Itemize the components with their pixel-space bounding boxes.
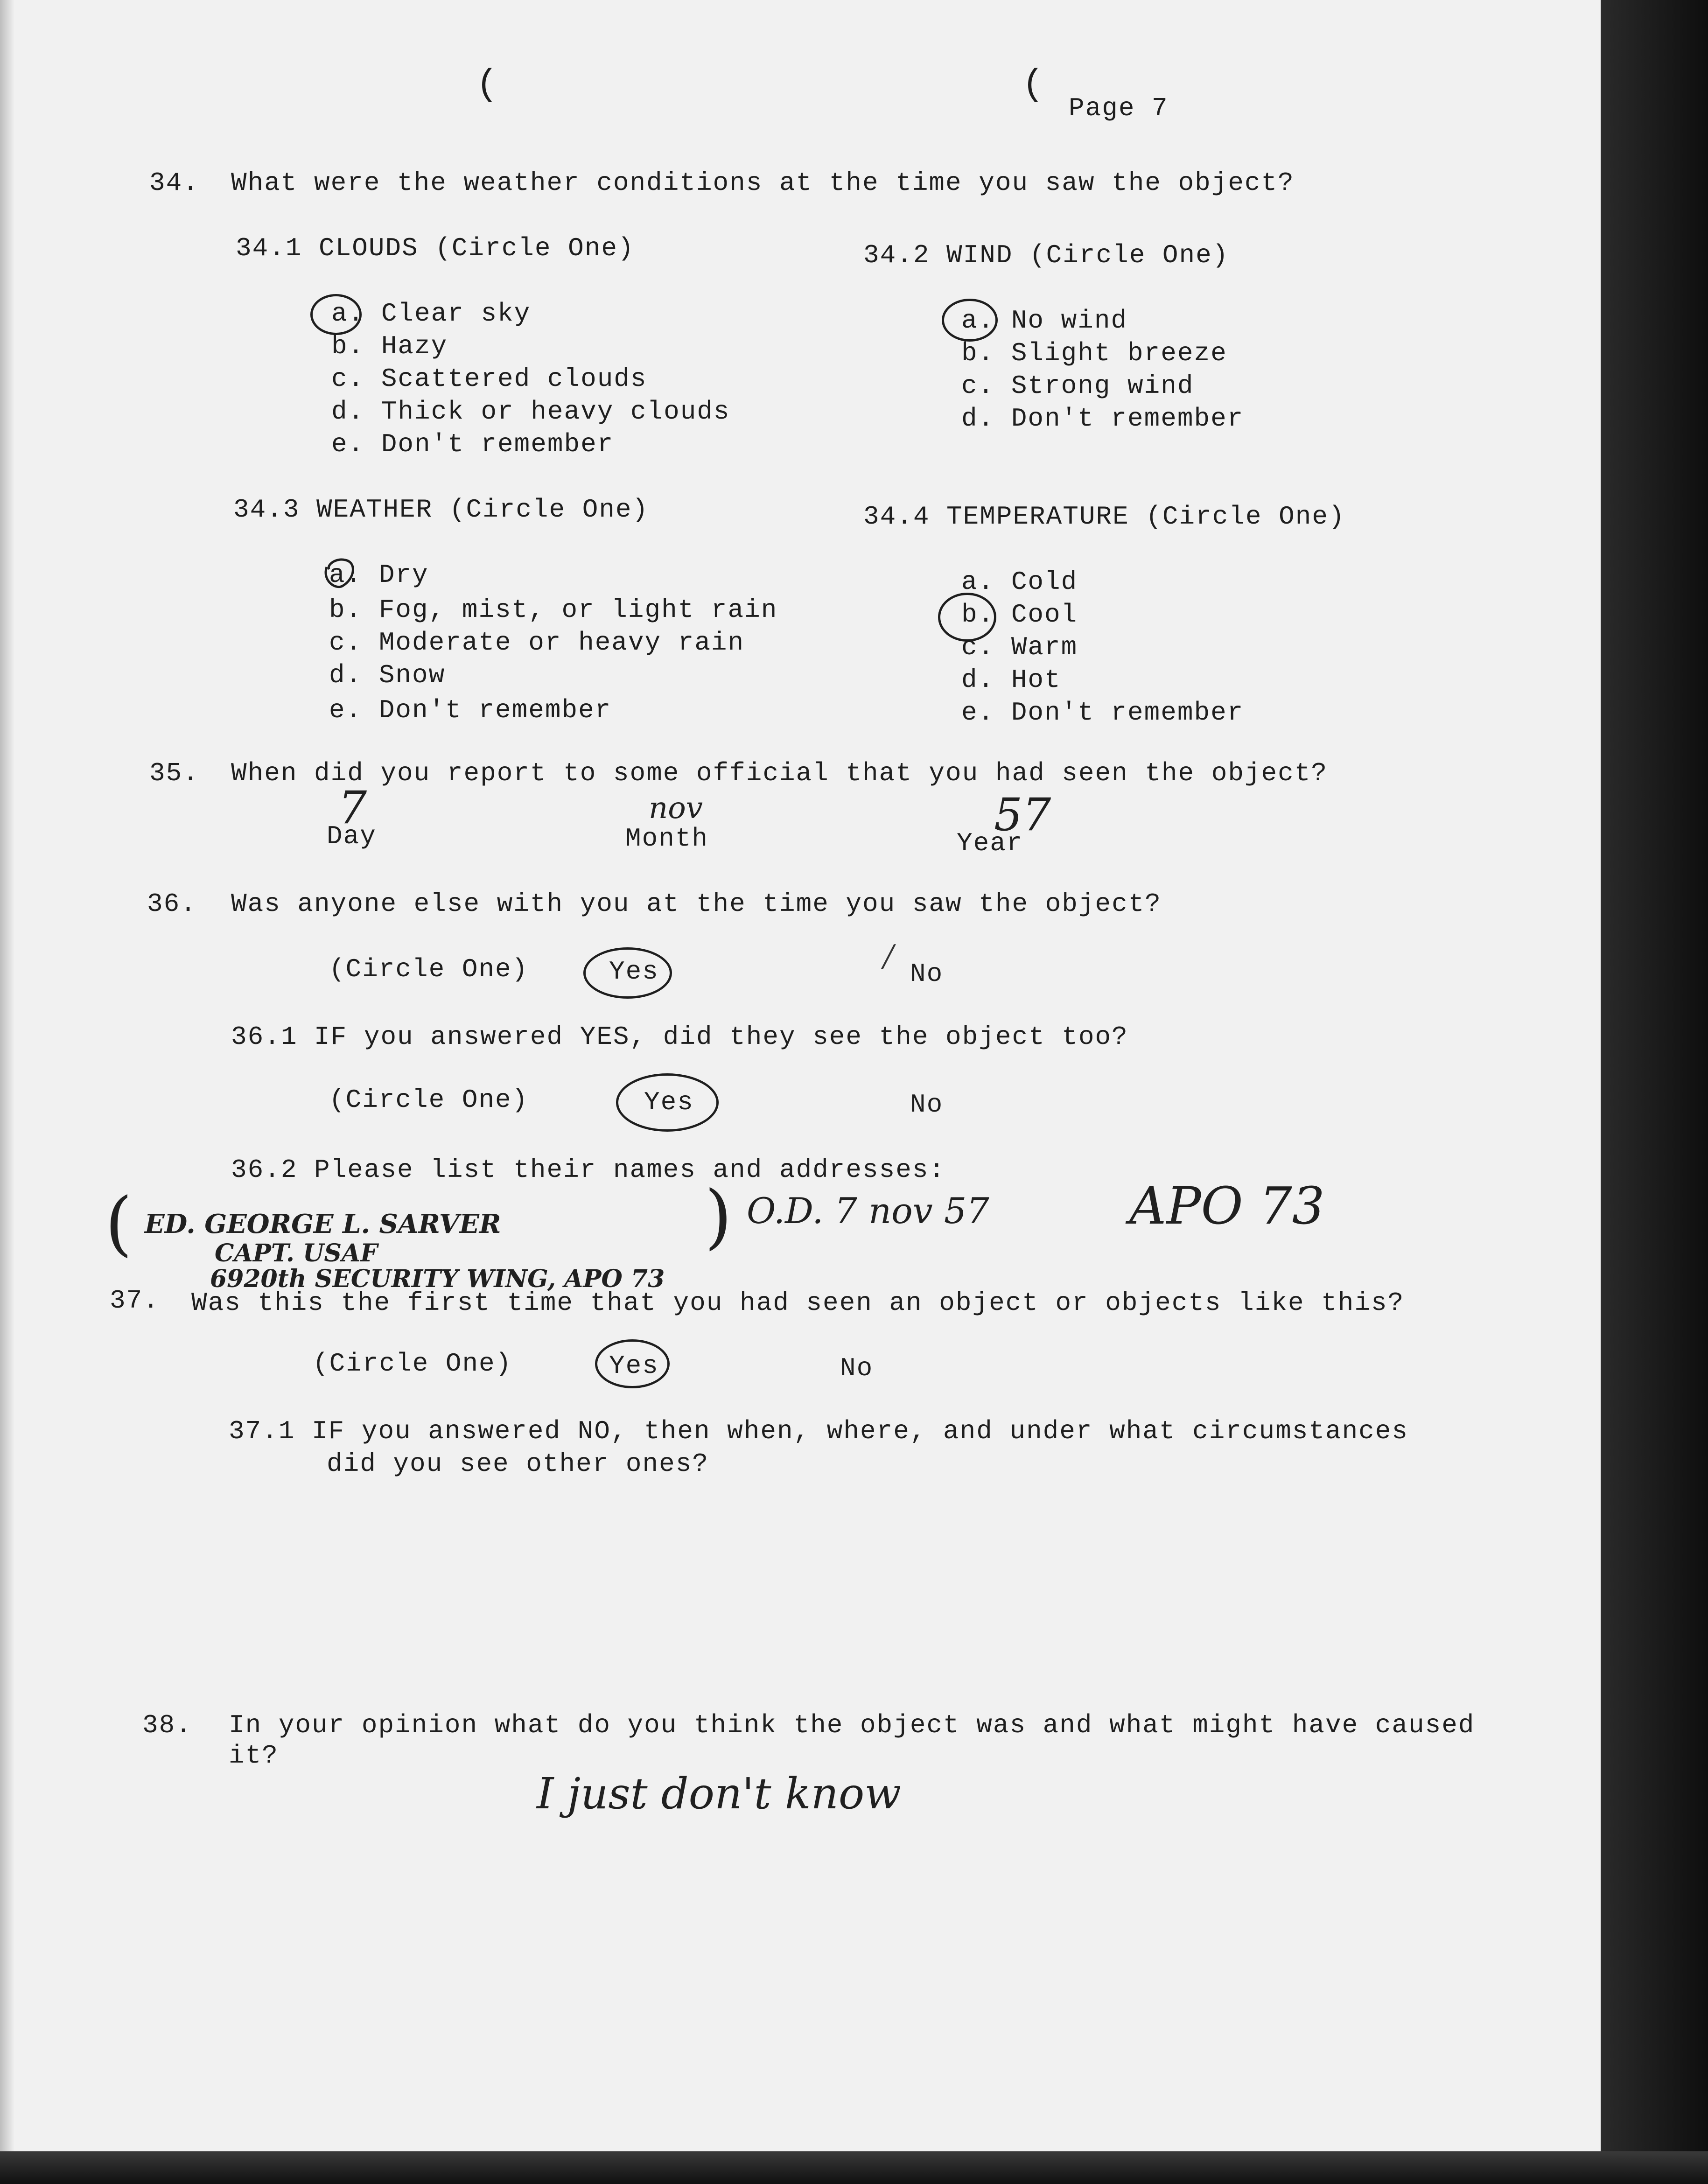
temperature-circled-mark xyxy=(938,593,996,642)
scan-edge-left xyxy=(0,0,14,2151)
q36-no-option: No xyxy=(910,959,944,989)
q37-no-option: No xyxy=(840,1353,874,1383)
weather-option-c: c. Moderate or heavy rain xyxy=(329,628,745,658)
q38-question-cont: it? xyxy=(229,1741,279,1771)
q38-handwritten-answer: I just don't know xyxy=(537,1769,901,1819)
wind-option-d: d. Don't remember xyxy=(961,404,1244,434)
q34-number: 34. xyxy=(149,168,199,198)
q36-number: 36. xyxy=(147,889,197,919)
q34-1-label: 34.1 CLOUDS (Circle One) xyxy=(236,233,635,263)
q35-month-label: Month xyxy=(625,824,709,854)
q36-1-no-option: No xyxy=(910,1090,944,1120)
weather-option-b: b. Fog, mist, or light rain xyxy=(329,595,778,625)
temperature-option-d: d. Hot xyxy=(961,665,1061,695)
handwritten-name-line1: ED. GEORGE L. SARVER xyxy=(145,1209,501,1239)
q36-1-circle-one: (Circle One) xyxy=(329,1085,529,1115)
weather-circled-mark xyxy=(317,553,373,609)
stray-mark: ⁄ xyxy=(877,938,900,980)
q35-number: 35. xyxy=(149,758,199,788)
q36-2-label: 36.2 Please list their names and addresses: xyxy=(231,1155,946,1185)
q37-1-label: 37.1 IF you answered NO, then when, where, and under what circumstances xyxy=(229,1416,1408,1446)
q38-number: 38. xyxy=(142,1710,192,1740)
q35-day-value: 7 xyxy=(338,782,367,834)
q35-question: When did you report to some official that you had seen the object? xyxy=(231,758,1328,788)
page-number: Page 7 xyxy=(1069,93,1169,123)
q37-number: 37. xyxy=(110,1286,160,1316)
header-paren-left: ( xyxy=(476,64,499,105)
scan-edge-bottom xyxy=(0,2151,1708,2184)
q34-2-label: 34.2 WIND (Circle One) xyxy=(863,240,1229,270)
clouds-circled-mark xyxy=(310,294,362,335)
q35-month-value: nov xyxy=(649,791,703,826)
clouds-option-a: a. Clear sky xyxy=(331,299,531,329)
weather-option-d: d. Snow xyxy=(329,660,446,690)
names-closing-bracket: ) xyxy=(705,1176,732,1257)
q36-question: Was anyone else with you at the time you saw the object? xyxy=(231,889,1162,919)
wind-option-a: a. No wind xyxy=(961,306,1128,336)
weather-option-e: e. Don't remember xyxy=(329,695,612,725)
handwritten-apo: APO 73 xyxy=(1129,1176,1325,1236)
handwritten-name-line3: 6920th SECURITY WING, APO 73 xyxy=(210,1265,665,1293)
q34-question: What were the weather conditions at the time you saw the object? xyxy=(231,168,1295,198)
q36-1-circled-mark xyxy=(616,1073,719,1132)
clouds-option-d: d. Thick or heavy clouds xyxy=(331,397,730,427)
q37-1-label-cont: did you see other ones? xyxy=(327,1449,709,1479)
q35-year-label: Year xyxy=(957,828,1023,858)
q35-day-label: Day xyxy=(327,821,377,851)
q36-1-yes-option: Yes xyxy=(644,1087,694,1117)
weather-option-a: a. Dry xyxy=(329,560,429,590)
q37-circled-mark xyxy=(595,1339,670,1388)
q34-4-label: 34.4 TEMPERATURE (Circle One) xyxy=(863,502,1345,532)
q38-question: In your opinion what do you think the object was and what might have caused xyxy=(229,1710,1475,1740)
clouds-option-e: e. Don't remember xyxy=(331,429,614,459)
wind-option-c: c. Strong wind xyxy=(961,371,1194,401)
handwritten-name-line2: CAPT. USAF xyxy=(215,1239,378,1267)
q37-yes-option: Yes xyxy=(609,1351,659,1381)
q36-yes-option: Yes xyxy=(609,957,659,987)
q34-3-label: 34.3 WEATHER (Circle One) xyxy=(233,495,649,525)
handwritten-note: O.D. 7 nov 57 xyxy=(747,1190,989,1232)
q35-year-value: 57 xyxy=(994,789,1051,841)
names-bracket: ( xyxy=(105,1183,133,1264)
wind-circled-mark xyxy=(942,299,998,342)
temperature-option-a: a. Cold xyxy=(961,567,1078,597)
temperature-option-c: c. Warm xyxy=(961,632,1078,662)
q36-circled-mark xyxy=(583,947,672,999)
q36-circle-one: (Circle One) xyxy=(329,954,529,984)
temperature-option-e: e. Don't remember xyxy=(961,698,1244,728)
wind-option-b: b. Slight breeze xyxy=(961,338,1227,368)
q37-circle-one: (Circle One) xyxy=(313,1349,512,1379)
clouds-option-c: c. Scattered clouds xyxy=(331,364,647,394)
temperature-option-b: b. Cool xyxy=(961,600,1078,630)
q36-1-label: 36.1 IF you answered YES, did they see the object too? xyxy=(231,1022,1128,1052)
scan-edge-right xyxy=(1601,0,1708,2184)
clouds-option-b: b. Hazy xyxy=(331,331,448,361)
header-paren-right: ( xyxy=(1022,64,1045,105)
q37-question: Was this the first time that you had seen an object or objects like this? xyxy=(191,1288,1405,1318)
